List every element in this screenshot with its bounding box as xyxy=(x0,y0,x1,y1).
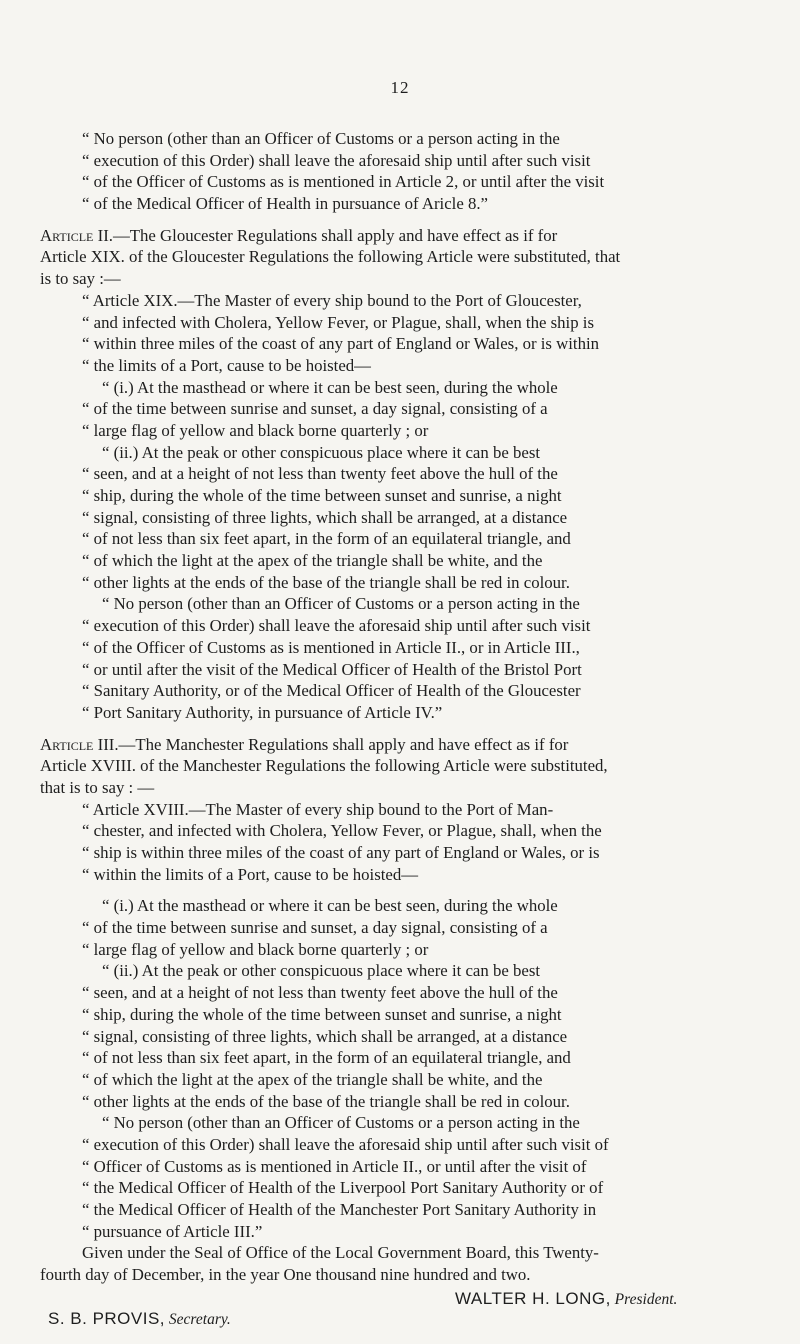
text-line: “ No person (other than an Officer of Customs or a person acting in the xyxy=(102,1113,580,1133)
text-line: “ (ii.) At the peak or other conspicuous place where it can be best xyxy=(102,961,541,981)
text-line: “ seen, and at a height of not less than twenty feet above the hull of the xyxy=(82,983,558,1003)
text-line: “ Officer of Customs as is mentioned in Article II., or until after the visit of xyxy=(82,1156,587,1176)
text-line: “ No person (other than an Officer of Customs or a person acting in the xyxy=(102,594,580,614)
paragraph-gap xyxy=(40,118,780,128)
text-line: “ of not less than six feet apart, in the form of an equilateral triangle, and xyxy=(82,529,571,549)
text-line: “ of the Officer of Customs as is mentioned in Article 2, or until after the visit xyxy=(82,172,605,192)
text-line: “ seen, and at a height of not less than twenty feet above the hull of the xyxy=(82,464,558,484)
article-heading-line xyxy=(40,225,780,247)
text-line: “ ship is within three miles of the coast of any part of England or Wales, or is xyxy=(82,843,600,862)
text-line: “ the Medical Officer of Health of the Liverpool Port Sanitary Authority or of xyxy=(82,1178,604,1198)
text-line: “ Sanitary Authority, or of the Medical Officer of Health of the Gloucester xyxy=(82,681,581,701)
text-line: “ of the time between sunrise and sunset, a day signal, consisting of a xyxy=(82,918,548,938)
text-line: “ of the time between sunrise and sunset, a day signal, consisting of a xyxy=(82,399,548,419)
text-line: “ of which the light at the apex of the triangle shall be white, and the xyxy=(82,1069,543,1089)
text-line: “ Article XVIII.—The Master of every ship bound to the Port of Man- xyxy=(82,799,554,819)
text-line: that is to say : — xyxy=(40,777,155,797)
text-line: “ within three miles of the coast of any part of England or Wales, or is within xyxy=(82,334,600,354)
text-line: “ execution of this Order) shall leave the aforesaid ship until after such visit xyxy=(82,150,591,170)
document-body xyxy=(40,118,780,1332)
text-line: “ execution of this Order) shall leave the aforesaid ship until after such visit of xyxy=(82,1134,609,1154)
text-line: “ ship, during the whole of the time between sunset and sunrise, a night xyxy=(82,1004,562,1024)
text-line: “ the limits of a Port, cause to be hoisted— xyxy=(82,355,371,375)
text-line: “ pursuance of Article III.” xyxy=(82,1221,263,1241)
text-line: “ chester, and infected with Cholera, Yellow Fever, or Plague, shall, when the xyxy=(82,821,602,841)
paragraph-gap xyxy=(40,724,780,734)
text-line: “ of the Officer of Customs as is mentioned in Article II., or in Article III., xyxy=(82,637,580,657)
article-label: Article xyxy=(40,225,94,245)
president-name: WALTER H. LONG, xyxy=(455,1288,611,1308)
text-line: “ of which the light at the apex of the triangle shall be white, and the xyxy=(82,551,543,571)
text-line: “ or until after the visit of the Medical Officer of Health of the Bristol Port xyxy=(82,659,582,679)
text-line: “ execution of this Order) shall leave the aforesaid ship until after such visit xyxy=(82,616,591,636)
secretary-signature xyxy=(48,1308,231,1331)
president-title: President. xyxy=(610,1290,678,1308)
secretary-title: Secretary. xyxy=(165,1310,231,1328)
text-line: “ ship, during the whole of the time between sunset and sunrise, a night xyxy=(82,486,562,505)
text-line: “ (ii.) At the peak or other conspicuous place where it can be best xyxy=(102,442,541,462)
text-line: “ of the Medical Officer of Health in pursuance of Aricle 8.” xyxy=(82,194,489,214)
page-number: 12 xyxy=(390,78,410,97)
text-line: “ No person (other than an Officer of Customs or a person acting in the xyxy=(82,129,560,148)
text-line: “ the Medical Officer of Health of the Manchester Port Sanitary Authority in xyxy=(82,1200,597,1219)
text-line: Given under the Seal of Office of the Local Government Board, this Twenty- xyxy=(82,1243,599,1263)
paragraph-gap xyxy=(40,215,780,225)
text-line: “ large flag of yellow and black borne quarterly ; or xyxy=(82,420,429,440)
text-line: Article XIX. of the Gloucester Regulations the following Article were substituted, that xyxy=(40,247,621,267)
article-heading-line xyxy=(40,734,780,756)
article-heading-text: III.—The Manchester Regulations shall apply and have effect as if for xyxy=(93,734,569,754)
article-heading-text: II.—The Gloucester Regulations shall apply and have effect as if for xyxy=(93,225,558,245)
text-line: Article XVIII. of the Manchester Regulations the following Article were substituted, xyxy=(40,756,608,776)
text-line: “ signal, consisting of three lights, which shall be arranged, at a distance xyxy=(82,1026,568,1046)
text-line: “ Port Sanitary Authority, in pursuance of Article IV.” xyxy=(82,702,443,722)
text-line: “ and infected with Cholera, Yellow Fever, or Plague, shall, when the ship is xyxy=(82,312,594,332)
text-line: “ within the limits of a Port, cause to be hoisted— xyxy=(82,864,419,884)
text-line: is to say :— xyxy=(40,269,121,289)
paragraph-gap xyxy=(40,885,780,895)
president-signature xyxy=(455,1288,677,1311)
signature-block xyxy=(40,1288,780,1332)
text-line: “ large flag of yellow and black borne quarterly ; or xyxy=(82,939,429,959)
text-line: “ (i.) At the masthead or where it can be best seen, during the whole xyxy=(102,896,558,916)
secretary-name: S. B. PROVIS, xyxy=(48,1308,166,1328)
text-line: “ other lights at the ends of the base of the triangle shall be red in colour. xyxy=(82,572,570,592)
text-line: “ (i.) At the masthead or where it can be best seen, during the whole xyxy=(102,377,558,397)
text-line: “ of not less than six feet apart, in the form of an equilateral triangle, and xyxy=(82,1048,571,1068)
article-label: Article xyxy=(40,734,94,754)
text-line: fourth day of December, in the year One thousand nine hundred and two. xyxy=(40,1265,531,1285)
text-line: “ Article XIX.—The Master of every ship bound to the Port of Gloucester, xyxy=(82,290,582,310)
text-line: “ signal, consisting of three lights, which shall be arranged, at a distance xyxy=(82,507,568,527)
text-line: “ other lights at the ends of the base of the triangle shall be red in colour. xyxy=(82,1091,570,1111)
